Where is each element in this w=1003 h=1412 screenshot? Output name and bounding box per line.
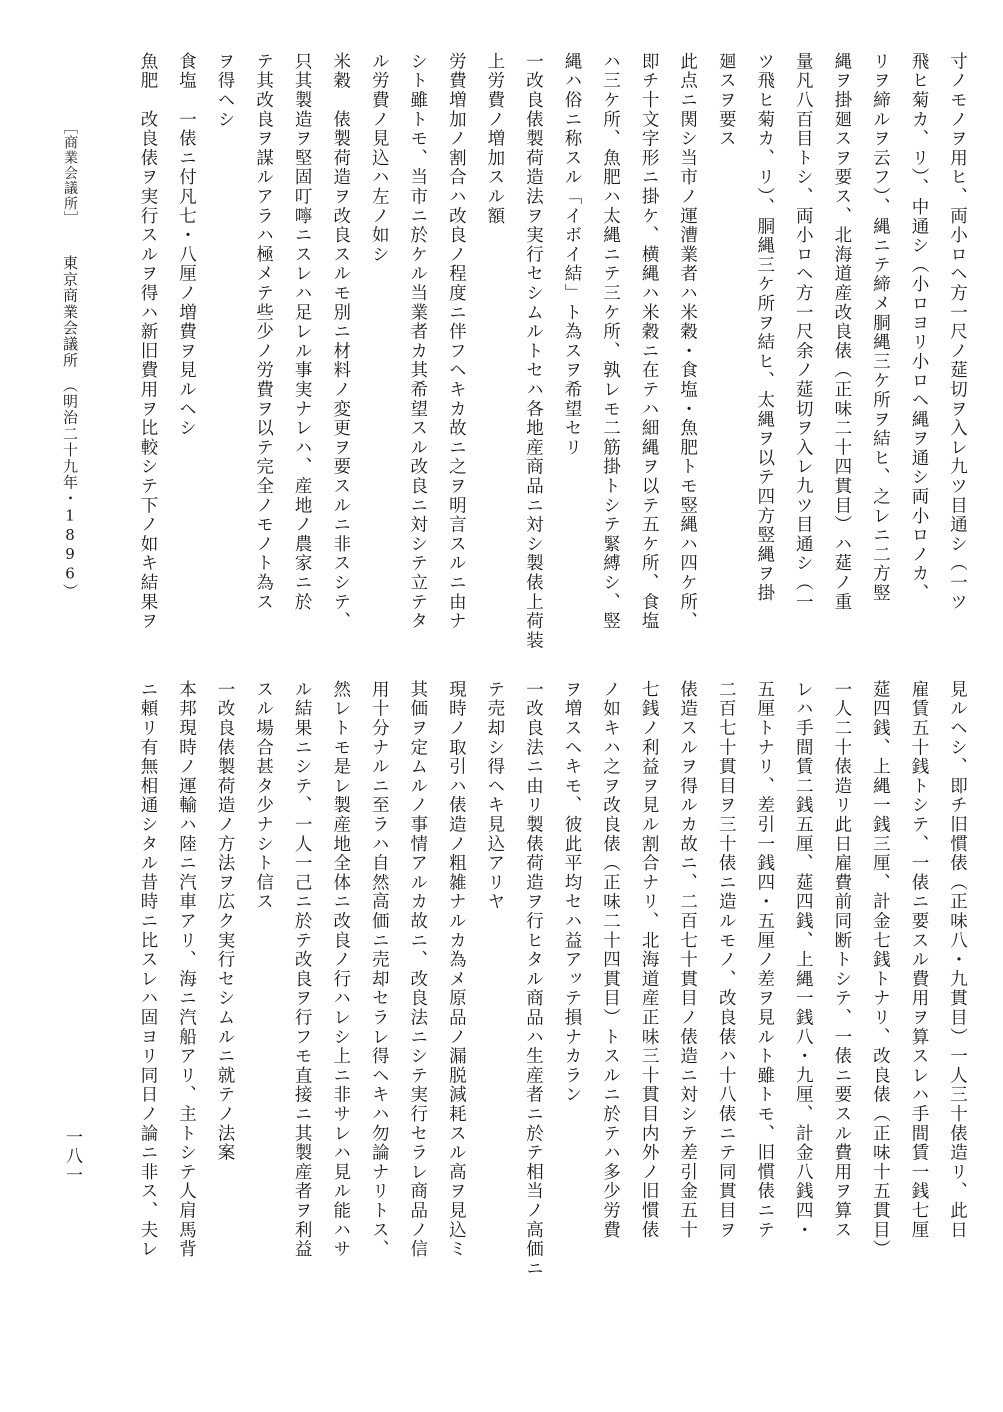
text-column: 用十分ナルニ至ラハ自然高価ニ売却セラレ得ヘキハ勿論ナリトス、 [369, 680, 390, 1259]
text-column: ツ飛ヒ菊カ、リ）、胴縄三ケ所ヲ結ヒ、太縄ヲ以テ四方竪縄ヲ掛 [754, 52, 775, 603]
text-column: 魚肥 改良俵ヲ実行スルヲ得ハ新旧費用ヲ比較シテ下ノ如キ結果ヲ [137, 52, 158, 631]
text-column: テ其改良ヲ謀ルアラハ極メテ些少ノ労費ヲ以テ完全ノモノト為ス [253, 52, 274, 612]
text-column: ル結果ニシテ、一人一己ニ於テ改良ヲ行フモ直接ニ其製産者ヲ利益 [292, 680, 313, 1259]
citation: 東京商業会議所 （明治二十九年・1896） [61, 255, 79, 600]
text-column: 寸ノモノヲ用ヒ、両小ロヘ方一尺ノ莚切ヲ入レ九ツ目通シ（一ツ [947, 52, 968, 612]
text-column: 上労費ノ増加スル額 [484, 52, 505, 226]
text-column: 量凡八百目トシ、両小ロヘ方一尺余ノ莚切ヲ入レ九ツ目通シ（一 [793, 52, 814, 612]
text-column: テ売却シ得ヘキ見込アリヤ [484, 680, 505, 912]
text-column: 見ルヘシ、即チ旧慣俵（正味八・九貫目）一人三十俵造リ、此日 [947, 680, 968, 1240]
text-column: 只其製造ヲ堅固叮嚀ニスレハ足レル事実ナレハ、産地ノ農家ニ於 [292, 52, 313, 612]
text-column: 然レトモ是レ製産地全体ニ改良ノ行ハレシ上ニ非サレハ見ル能ハサ [330, 680, 351, 1259]
text-column: 労費増加ノ割合ハ改良ノ程度ニ伴フヘキカ故ニ之ヲ明言スルニ由ナ [446, 52, 467, 631]
text-column: スル場合甚タ少ナシト信ス [253, 680, 274, 912]
text-column: シト雖トモ、当市ニ於ケル当業者カ其希望スル改良ニ対シテ立テタ [407, 52, 428, 631]
text-column: 七銭ノ利益ヲ見ル割合ナリ、北海道産正味三十貫目内外ノ旧慣俵 [639, 680, 660, 1240]
text-column: 一人二十俵造リ此日雇費前同断トシテ、一俵ニ要スル費用ヲ算ス [831, 680, 852, 1240]
text-column: 俵造スルヲ得ルカ故ニ、二百七十貫目ノ俵造ニ対シテ差引金五十 [677, 680, 698, 1240]
text-column: 雇賃五十銭トシテ、一俵ニ要スル費用ヲ算スレハ手間賃一銭七厘 [908, 680, 929, 1240]
source-label: ［商業会議所］ [62, 120, 78, 227]
text-column: 飛ヒ菊カ、リ）、中通シ（小ロヨリ小ロヘ縄ヲ通シ両小ロノカ、 [908, 52, 929, 603]
text-column: レハ手間賃二銭五厘、莚四銭、上縄一銭八・九厘、計金八銭四・ [793, 680, 814, 1240]
text-column: ノ如キハ之ヲ改良俵（正味二十四貫目）トスルニ於テハ多少労費 [600, 680, 621, 1240]
text-column: 米穀 俵製荷造ヲ改良スルモ別ニ材料ノ変更ヲ要スルニ非スシテ、 [330, 52, 351, 631]
text-column: 五厘トナリ、差引一銭四・五厘ノ差ヲ見ルト雖トモ、旧慣俵ニテ [754, 680, 775, 1240]
text-column: 其価ヲ定ムルノ事情アルカ故ニ、改良法ニシテ実行セラレ商品ノ信 [407, 680, 428, 1259]
text-column: 本邦現時ノ運輸ハ陸ニ汽車アリ、海ニ汽船アリ、主トシテ人肩馬背 [176, 680, 197, 1259]
text-column: 食塩 一俵ニ付凡七・八厘ノ増費ヲ見ルヘシ [176, 52, 197, 438]
text-column: 即チ十文字形ニ掛ケ、横縄ハ米穀ニ在テハ細縄ヲ以テ五ケ所、食塩 [639, 52, 660, 631]
text-column: 一改良俵製荷造法ヲ実行セシムルトセハ各地産商品ニ対シ製俵上荷装 [523, 52, 544, 651]
text-column: 二百七十貫目ヲ三十俵ニ造ルモノ、改良俵ハ十八俵ニテ同貫目ヲ [716, 680, 737, 1240]
text-column: 此点ニ関シ当市ノ運漕業者ハ米穀・食塩・魚肥トモ竪縄ハ四ケ所、 [677, 52, 698, 631]
page-number: 一八一 [62, 1128, 82, 1185]
text-column: 一改良俵製荷造ノ方法ヲ広ク実行セシムルニ就テノ法案 [215, 680, 236, 1163]
text-column: 莚四銭、上縄一銭三厘、計金七銭トナリ、改良俵（正味十五貫目） [870, 680, 891, 1259]
text-column: 一改良法ニ由リ製俵荷造ヲ行ヒタル商品ハ生産者ニ於テ相当ノ高価ニ [523, 680, 544, 1279]
text-column: ニ頼リ有無相通シタル昔時ニ比スレハ固ヨリ同日ノ論ニ非ス、夫レ [137, 680, 158, 1259]
text-column: ハ三ケ所、魚肥ハ太縄ニテ三ケ所、孰レモ二筋掛トシテ緊縛シ、竪 [600, 52, 621, 631]
text-column: リヲ締ルヲ云フ）、縄ニテ締メ胴縄三ケ所ヲ結ヒ、之レニ二方竪 [870, 52, 891, 603]
text-column: 縄ハ俗ニ称スル「イボイ結」ト為スヲ希望セリ [562, 52, 582, 458]
text-column: 縄ヲ掛廻スヲ要ス、北海道産改良俵（正味二十四貫目）ハ莚ノ重 [831, 52, 852, 612]
text-column: ヲ増スヘキモ、彼此平均セハ益アッテ損ナカラン [562, 680, 582, 1105]
text-column: ル労費ノ見込ハ左ノ如シ [369, 52, 390, 265]
text-column: ヲ得ヘシ [215, 52, 236, 130]
text-column: 廻スヲ要ス [716, 52, 737, 149]
text-column: 現時ノ取引ハ俵造ノ粗雑ナルカ為メ原品ノ漏脱減耗スル高ヲ見込ミ [446, 680, 467, 1259]
